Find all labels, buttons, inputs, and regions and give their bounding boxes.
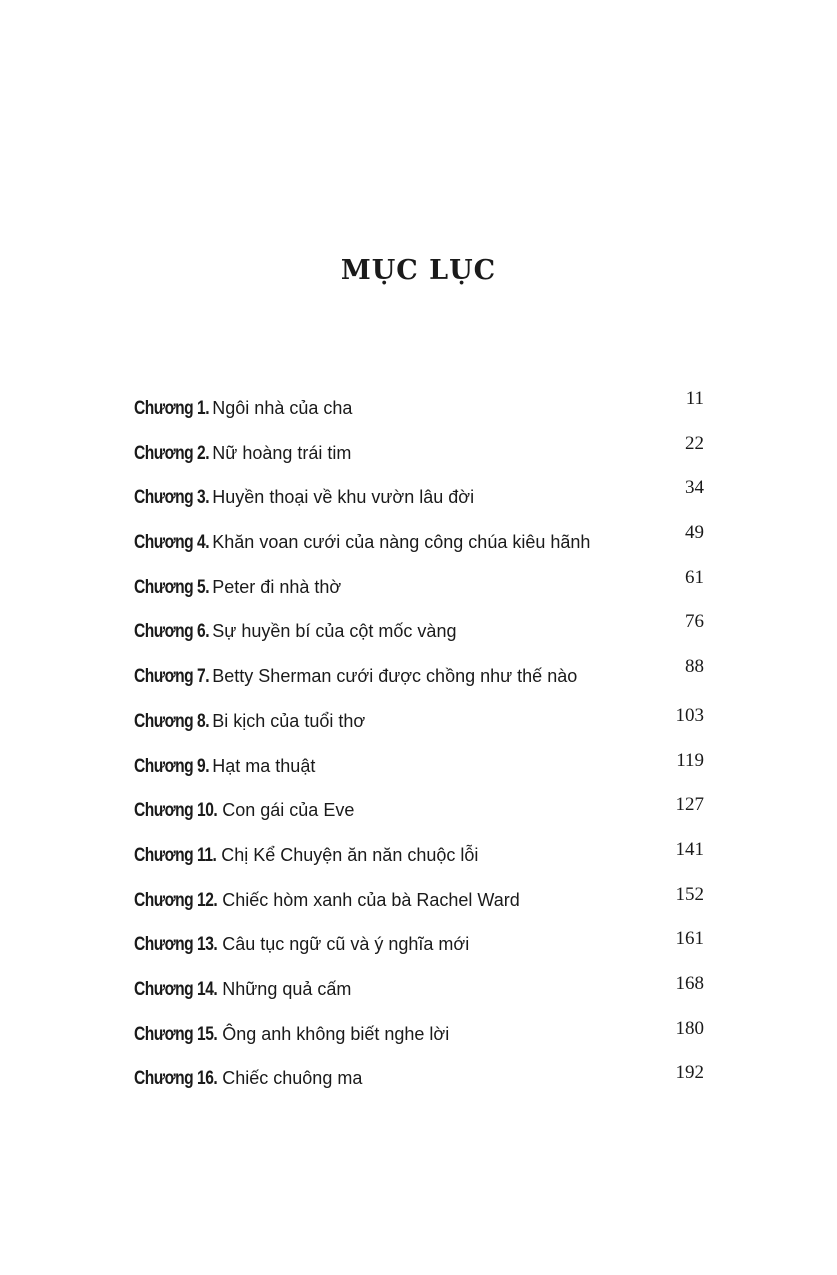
chapter-title: Bi kịch của tuổi thơ bbox=[212, 710, 366, 731]
toc-entry-text bbox=[134, 443, 351, 465]
page-number: 61 bbox=[685, 566, 704, 588]
toc-entry-15 bbox=[134, 1017, 704, 1065]
page-number: 11 bbox=[685, 388, 704, 409]
chapter-label: Chương 9. bbox=[134, 755, 210, 777]
chapter-label: Chương 10. bbox=[134, 800, 218, 822]
chapter-title: Betty Sherman cưới được chồng như thế nào bbox=[212, 666, 578, 687]
toc-entry-text bbox=[134, 398, 352, 420]
toc-entry-text bbox=[134, 890, 520, 912]
page-number: 76 bbox=[685, 611, 704, 633]
toc-entry-text bbox=[134, 1024, 449, 1046]
toc-entry-text bbox=[134, 934, 469, 956]
page-number: 180 bbox=[675, 1017, 704, 1039]
toc-entry-13 bbox=[134, 930, 704, 975]
chapter-title: Sự huyền bí của cột mốc vàng bbox=[212, 621, 457, 642]
toc-entry-text bbox=[134, 577, 341, 599]
chapter-label: Chương 16. bbox=[134, 1068, 218, 1090]
toc-entry-16 bbox=[134, 1064, 704, 1109]
toc-entry-14 bbox=[134, 972, 704, 1020]
toc-entry-10 bbox=[134, 796, 704, 841]
toc-entry-text bbox=[134, 487, 474, 509]
page-number: 49 bbox=[685, 522, 704, 544]
chapter-title: Chiếc chuông ma bbox=[222, 1068, 363, 1089]
chapter-title: Huyền thoại về khu vườn lâu đời bbox=[212, 487, 475, 508]
chapter-title: Nữ hoàng trái tim bbox=[212, 442, 352, 463]
chapter-title: Những quả cấm bbox=[222, 978, 352, 999]
chapter-title: Câu tục ngữ cũ và ý nghĩa mới bbox=[222, 934, 470, 955]
chapter-title: Khăn voan cưới của nàng công chúa kiêu hãnh bbox=[212, 532, 591, 553]
toc-entry-text bbox=[134, 800, 354, 822]
toc-entry-11 bbox=[134, 838, 704, 886]
chapter-label: Chương 6. bbox=[134, 621, 210, 643]
toc-entry-8 bbox=[134, 704, 704, 752]
toc-entry-text bbox=[134, 1068, 362, 1090]
toc-entry-4 bbox=[134, 522, 704, 573]
toc-entry-text bbox=[134, 979, 351, 1001]
toc-entry-1 bbox=[134, 388, 704, 439]
chapter-label: Chương 7. bbox=[134, 666, 210, 688]
chapter-title: Hạt ma thuật bbox=[212, 755, 316, 776]
chapter-title: Ông anh không biết nghe lời bbox=[222, 1023, 450, 1044]
chapter-label: Chương 11. bbox=[134, 844, 217, 866]
page-number: 119 bbox=[676, 749, 704, 771]
chapter-label: Chương 8. bbox=[134, 710, 210, 732]
chapter-label: Chương 15. bbox=[134, 1023, 218, 1045]
chapter-title: Peter đi nhà thờ bbox=[212, 576, 342, 597]
page-number: 161 bbox=[675, 928, 704, 950]
page-number: 192 bbox=[675, 1062, 704, 1084]
page-number: 168 bbox=[675, 972, 704, 994]
page-number: 103 bbox=[675, 704, 704, 726]
chapter-title: Ngôi nhà của cha bbox=[212, 398, 353, 418]
toc-entry-text bbox=[134, 845, 478, 867]
toc-entry-text bbox=[134, 711, 365, 733]
page-number: 152 bbox=[675, 883, 704, 905]
chapter-label: Chương 3. bbox=[134, 487, 210, 509]
toc-entry-text bbox=[134, 532, 590, 554]
chapter-title: Con gái của Eve bbox=[222, 800, 355, 821]
page-number: 22 bbox=[685, 432, 704, 454]
table-of-contents bbox=[134, 388, 704, 1109]
toc-entry-2 bbox=[134, 432, 704, 484]
chapter-title: Chị Kể Chuyện ăn năn chuộc lỗi bbox=[221, 844, 479, 865]
toc-entry-text bbox=[134, 621, 456, 643]
toc-entry-9 bbox=[134, 749, 704, 797]
page-number: 88 bbox=[685, 656, 704, 678]
toc-entry-12 bbox=[134, 883, 704, 931]
toc-entry-5 bbox=[134, 566, 704, 618]
toc-entry-6 bbox=[134, 611, 704, 662]
chapter-label: Chương 13. bbox=[134, 934, 218, 956]
toc-entry-3 bbox=[134, 477, 704, 528]
toc-entry-text bbox=[134, 756, 315, 778]
chapter-label: Chương 12. bbox=[134, 889, 218, 911]
toc-entry-7 bbox=[134, 656, 704, 707]
page-title: MỤC LỤC bbox=[340, 255, 497, 286]
page-number: 127 bbox=[675, 794, 704, 816]
toc-entry-text bbox=[134, 666, 577, 688]
chapter-label: Chương 5. bbox=[134, 576, 210, 598]
page-number: 141 bbox=[675, 838, 704, 860]
chapter-label: Chương 2. bbox=[134, 442, 210, 464]
page-number: 34 bbox=[685, 477, 704, 499]
chapter-label: Chương 1. bbox=[134, 398, 210, 419]
chapter-label: Chương 4. bbox=[134, 532, 210, 554]
chapter-label: Chương 14. bbox=[134, 978, 218, 1000]
chapter-title: Chiếc hòm xanh của bà Rachel Ward bbox=[222, 889, 520, 910]
